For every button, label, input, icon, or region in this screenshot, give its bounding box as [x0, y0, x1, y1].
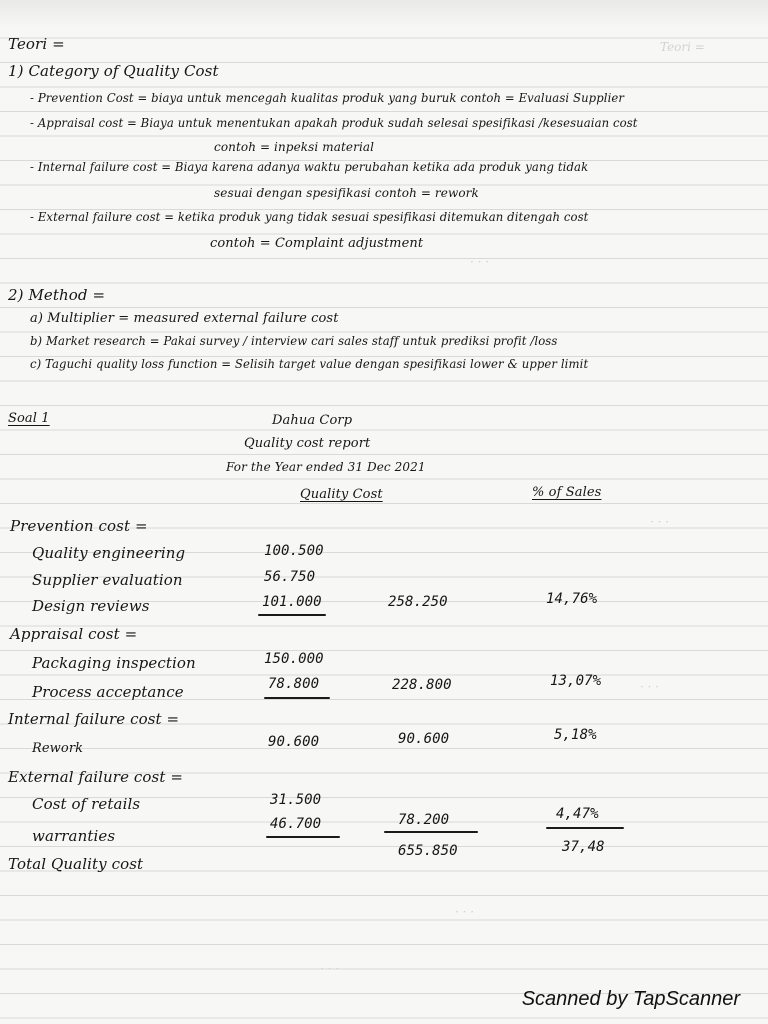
method-item: b) Market research = Pakai survey / interview cari sales staff untuk prediksi profit /loss	[30, 334, 558, 348]
show-through-text: · · ·	[640, 680, 660, 694]
total-rule	[546, 827, 624, 829]
soal-label: Soal 1	[8, 411, 50, 426]
row-label: Packaging inspection	[32, 654, 196, 672]
teori-item: - Prevention Cost = biaya untuk mencegah kualitas produk yang buruk contoh = Evaluasi Supplier	[30, 91, 625, 105]
teori-item: contoh = inpeksi material	[214, 140, 375, 154]
row-label: Supplier evaluation	[32, 571, 183, 589]
row-amount: 46.700	[270, 816, 322, 832]
section1-title: 1) Category of Quality Cost	[8, 62, 219, 80]
teori-item: sesuai dengan spesifikasi contoh = rework	[214, 186, 479, 200]
show-through-text: Teori =	[660, 40, 705, 54]
row-label: Quality engineering	[32, 544, 186, 562]
section-pct: 13,07%	[550, 673, 602, 689]
col-quality-cost: Quality Cost	[300, 487, 383, 502]
subtotal-rule	[266, 836, 340, 838]
subtotal-rule	[264, 697, 330, 699]
page-top-shadow	[0, 0, 768, 28]
section-total: 258.250	[388, 594, 448, 610]
section-total: 78.200	[398, 812, 450, 828]
row-amount: 56.750	[264, 569, 316, 585]
show-through-text: · · ·	[320, 962, 340, 976]
grand-total: 655.850	[398, 843, 458, 859]
scanner-watermark: Scanned by TapScanner	[521, 988, 740, 1010]
row-amount: 31.500	[270, 792, 322, 808]
row-amount: 100.500	[264, 543, 324, 559]
teori-item: - Appraisal cost = Biaya untuk menentukan apakah produk sudah selesai spesifikasi /kesesuaian cost	[30, 116, 638, 130]
teori-item: contoh = Complaint adjustment	[210, 236, 424, 251]
grand-total-label: Total Quality cost	[8, 855, 144, 873]
method-item: c) Taguchi quality loss function = Selisih target value dengan spesifikasi lower & upper limit	[30, 357, 589, 371]
section-pct: 14,76%	[546, 591, 598, 607]
teori-heading: Teori =	[8, 35, 65, 53]
teori-item: - External failure cost = ketika produk yang tidak sesuai spesifikasi ditemukan ditengah cost	[30, 210, 589, 224]
company-name: Dahua Corp	[272, 413, 353, 428]
section-pct: 4,47%	[556, 806, 599, 822]
row-amount: 101.000	[262, 594, 322, 610]
row-label: warranties	[32, 827, 116, 845]
section-total: 228.800	[392, 677, 452, 693]
show-through-text: · · ·	[650, 515, 670, 529]
prevention-title: Prevention cost =	[10, 517, 148, 535]
section2-title: 2) Method =	[8, 286, 106, 304]
grand-pct: 37,48	[562, 839, 605, 855]
report-title: Quality cost report	[244, 436, 371, 451]
row-label: Cost of retails	[32, 795, 141, 813]
row-amount: 78.800	[268, 676, 320, 692]
teori-item: - Internal failure cost = Biaya karena adanya waktu perubahan ketika ada produk yang tidak	[30, 160, 589, 174]
internal-title: Internal failure cost =	[8, 710, 180, 728]
total-rule	[384, 831, 478, 833]
row-label: Design reviews	[32, 597, 150, 615]
report-period: For the Year ended 31 Dec 2021	[226, 460, 426, 474]
row-label: Rework	[32, 741, 84, 756]
row-amount: 90.600	[268, 734, 320, 750]
external-title: External failure cost =	[8, 768, 184, 786]
method-item: a) Multiplier = measured external failure cost	[30, 311, 339, 326]
show-through-text: · · ·	[455, 905, 475, 919]
col-pct-sales: % of Sales	[532, 485, 602, 500]
section-pct: 5,18%	[554, 727, 597, 743]
appraisal-title: Appraisal cost =	[10, 625, 138, 643]
section-total: 90.600	[398, 731, 450, 747]
show-through-text: · · ·	[470, 255, 490, 269]
row-label: Process acceptance	[32, 683, 184, 701]
row-amount: 150.000	[264, 651, 324, 667]
subtotal-rule	[258, 614, 326, 616]
